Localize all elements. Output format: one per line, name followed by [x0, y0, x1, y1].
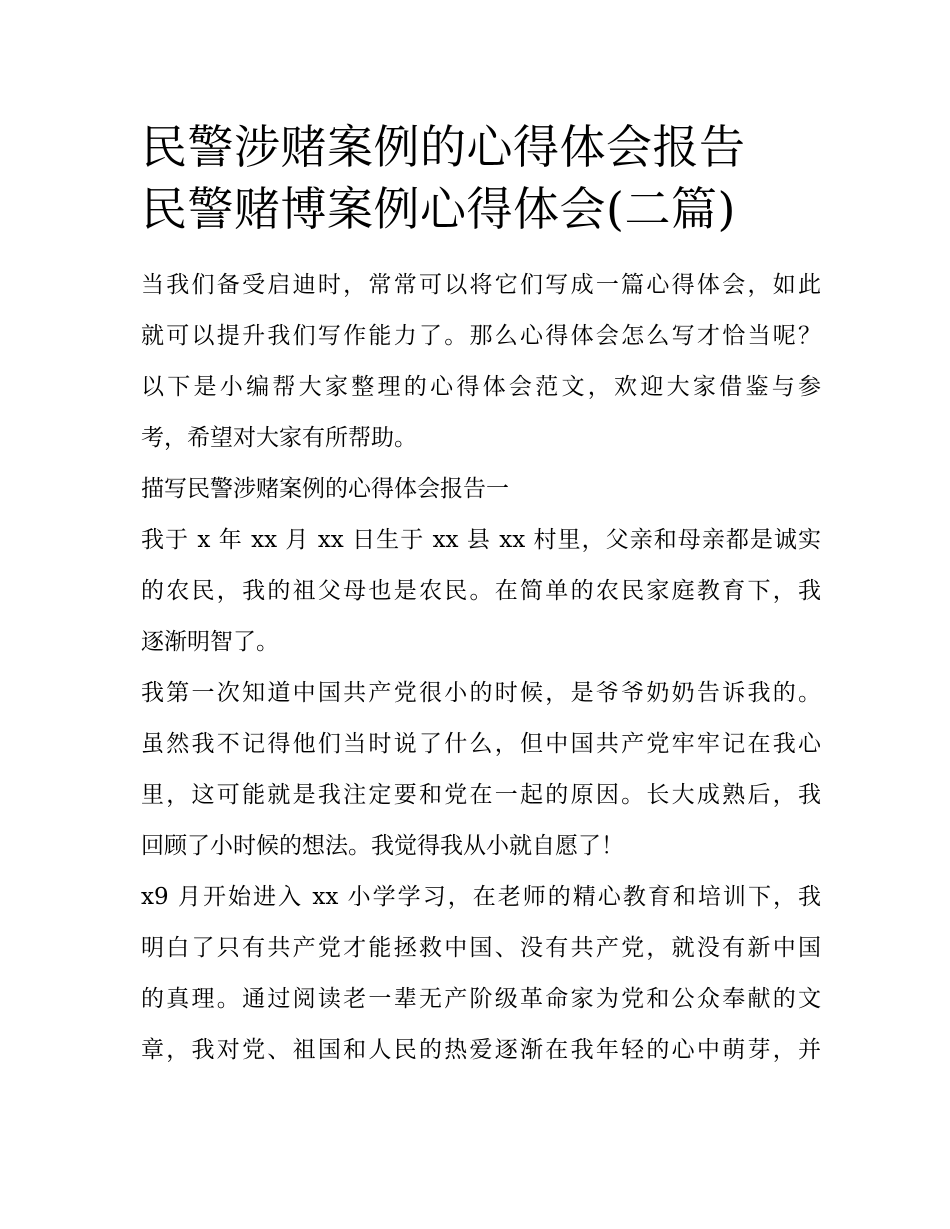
body-paragraph [141, 872, 821, 1076]
text-line: 的农民，我的祖父母也是农民。在简单的农民家庭教育下，我 [141, 578, 821, 604]
text-line: 里，这可能就是我注定要和党在一起的原因。长大成熟后，我 [141, 782, 821, 808]
document-content [141, 116, 821, 1076]
document-body [141, 260, 821, 1076]
text-line: 描写民警涉赌案例的心得体会报告一 [141, 476, 509, 502]
intro-paragraph [141, 260, 821, 464]
text-line: 就可以提升我们写作能力了。那么心得体会怎么写才恰当呢？ [141, 323, 821, 349]
section-heading [141, 464, 821, 515]
title-line: 民警涉赌案例的心得体会报告 [141, 120, 746, 174]
text-line: x9 月开始进入 xx 小学学习，在老师的精心教育和培训下，我 [141, 884, 821, 910]
text-line: 考，希望对大家有所帮助。 [141, 425, 417, 451]
title-line: 民警赌博案例心得体会(二篇) [141, 182, 736, 236]
text-line: 的真理。通过阅读老一辈无产阶级革命家为党和公众奉献的文 [141, 986, 821, 1012]
text-line: 虽然我不记得他们当时说了什么，但中国共产党牢牢记在我心 [141, 731, 821, 757]
text-line: 回顾了小时候的想法。我觉得我从小就自愿了！ [141, 833, 624, 859]
body-paragraph [141, 515, 821, 668]
text-line: 我第一次知道中国共产党很小的时候，是爷爷奶奶告诉我的。 [141, 680, 821, 706]
text-line: 章，我对党、祖国和人民的热爱逐渐在我年轻的心中萌芽，并 [141, 1037, 821, 1063]
text-line: 以下是小编帮大家整理的心得体会范文，欢迎大家借鉴与参 [141, 374, 821, 400]
text-line: 当我们备受启迪时，常常可以将它们写成一篇心得体会，如此 [141, 272, 821, 298]
body-paragraph [141, 668, 821, 872]
text-line: 明白了只有共产党才能拯救中国、没有共产党，就没有新中国 [141, 935, 821, 961]
document-title [141, 116, 821, 240]
text-line: 我于 x 年 xx 月 xx 日生于 xx 县 xx 村里，父亲和母亲都是诚实 [141, 527, 821, 553]
text-line: 逐渐明智了。 [141, 629, 279, 655]
